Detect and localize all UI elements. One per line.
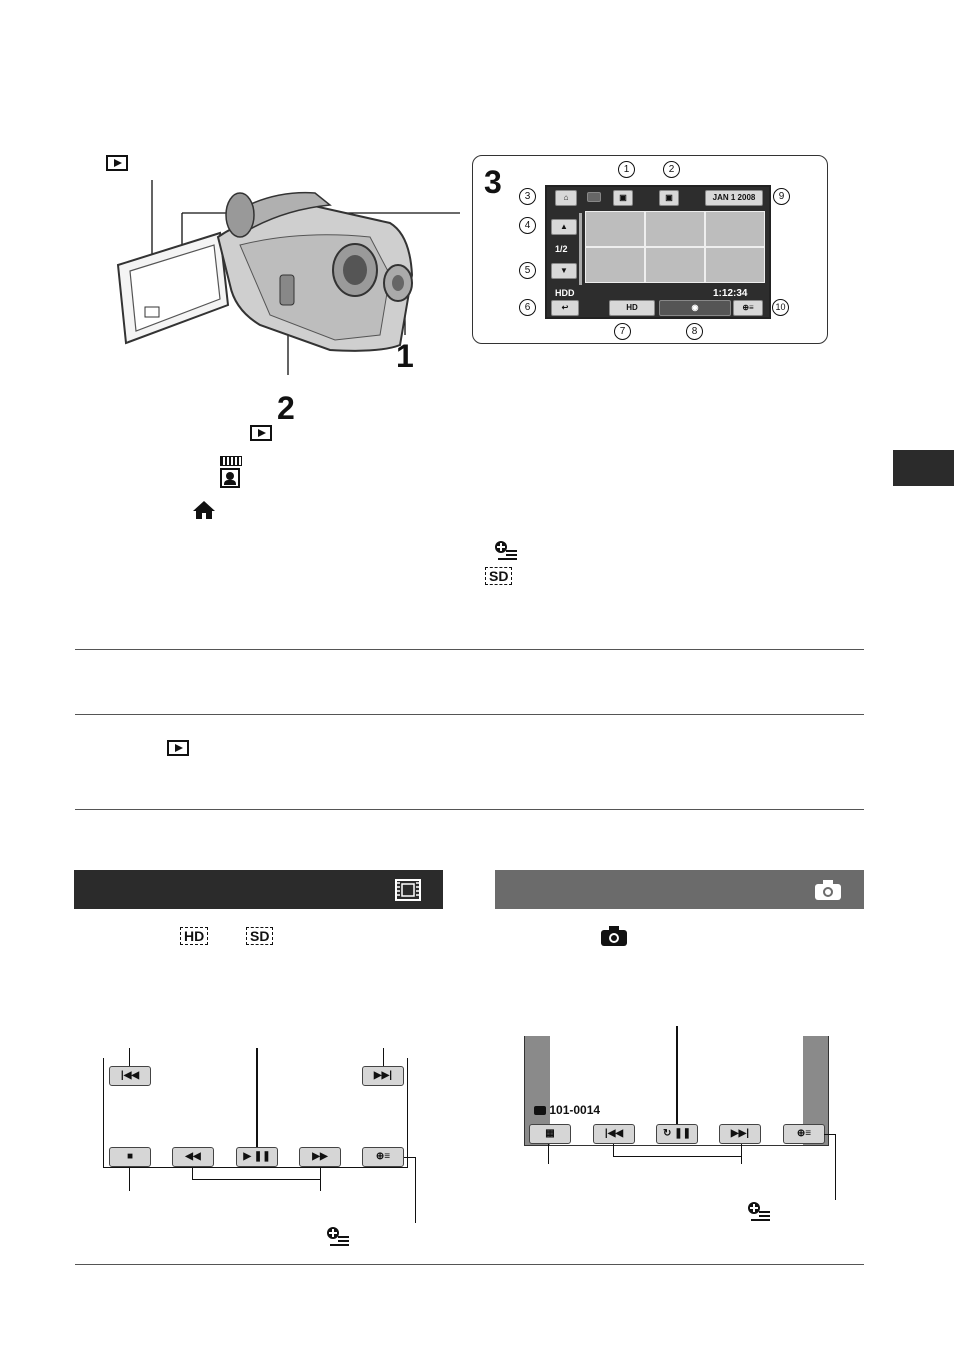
play-icon-inline-2 <box>250 425 272 446</box>
film-icon <box>395 879 421 901</box>
leader-line <box>256 1048 258 1148</box>
leader-line <box>129 1048 130 1066</box>
leader-line <box>741 1144 742 1164</box>
section-side-tab <box>893 450 954 486</box>
leader-line <box>129 1167 130 1191</box>
leader-line <box>192 1179 320 1180</box>
battery-icon <box>587 192 601 202</box>
thumbnail[interactable] <box>705 211 765 247</box>
storage-label: HDD <box>555 288 575 298</box>
leader-line <box>613 1156 742 1157</box>
page-down-button[interactable]: ▼ <box>551 263 577 279</box>
option-icon <box>494 540 518 565</box>
leader-line <box>407 1058 408 1168</box>
divider <box>75 809 864 810</box>
stop-button[interactable]: ■ <box>109 1147 151 1167</box>
callout-9: 9 <box>773 188 790 205</box>
film-portrait-icon <box>220 456 242 492</box>
option-icon <box>326 1226 350 1251</box>
home-icon <box>192 500 216 525</box>
step-3-label: 3 <box>484 164 502 200</box>
photo-file-label: 101-0014 <box>534 1103 600 1117</box>
callout-1: 1 <box>618 161 635 178</box>
time-display: 1:12:34 <box>713 288 748 299</box>
leader-line <box>103 1058 104 1168</box>
thumbnail[interactable] <box>705 247 765 283</box>
back-button[interactable]: ↩ <box>551 300 579 316</box>
movie-section-header <box>74 870 443 909</box>
play-icon <box>106 155 128 171</box>
play-icon <box>167 740 189 756</box>
callout-7: 7 <box>614 323 631 340</box>
play-icon-label-top <box>106 155 128 176</box>
portrait-tab-icon[interactable]: ▣ <box>659 190 679 206</box>
reverse-button[interactable]: ◀◀ <box>172 1147 214 1167</box>
previous-button[interactable]: |◀◀ <box>593 1124 635 1144</box>
date-display: JAN 1 2008 <box>705 190 763 206</box>
callout-5: 5 <box>519 262 536 279</box>
thumbnail[interactable] <box>645 211 705 247</box>
photo-tab[interactable]: ◉ <box>659 300 731 316</box>
callout-10: 10 <box>772 299 789 316</box>
next-button[interactable]: ▶▶| <box>719 1124 761 1144</box>
option-button[interactable]: ⊕≡ <box>783 1124 825 1144</box>
lcd-screen <box>545 185 771 319</box>
divider <box>75 1264 864 1265</box>
hd-badge: HD <box>180 927 208 946</box>
leader-line <box>613 1144 614 1156</box>
sd-badge: SD <box>485 567 512 586</box>
camera-icon <box>600 925 628 952</box>
callout-8: 8 <box>686 323 703 340</box>
step-2-label: 2 <box>277 390 295 426</box>
thumbnail[interactable] <box>645 247 705 283</box>
option-icon <box>747 1201 771 1226</box>
callout-6: 6 <box>519 299 536 316</box>
next-button[interactable]: ▶▶| <box>362 1066 404 1086</box>
photo-section-header <box>495 870 864 909</box>
camera-icon <box>534 1106 546 1115</box>
play-pause-button[interactable]: ▶ ❚❚ <box>236 1147 278 1167</box>
option-button[interactable]: ⊕≡ <box>362 1147 404 1167</box>
hd-tab[interactable]: HD <box>609 300 655 316</box>
film-tab-icon[interactable]: ▣ <box>613 190 633 206</box>
divider <box>75 714 864 715</box>
leader-line <box>548 1144 549 1164</box>
step-1-label: 1 <box>396 338 414 374</box>
divider <box>75 649 864 650</box>
index-button[interactable]: ▦ <box>529 1124 571 1144</box>
option-button[interactable]: ⊕≡ <box>733 300 763 316</box>
forward-button[interactable]: ▶▶ <box>299 1147 341 1167</box>
callout-3: 3 <box>519 188 536 205</box>
scrollbar[interactable] <box>579 213 582 285</box>
leader-line <box>320 1167 321 1191</box>
page-up-button[interactable]: ▲ <box>551 219 577 235</box>
leader-line <box>383 1048 384 1066</box>
thumbnail[interactable] <box>585 247 645 283</box>
slideshow-button[interactable]: ↻ ❚❚ <box>656 1124 698 1144</box>
leader-line <box>676 1026 678 1136</box>
callout-2: 2 <box>663 161 680 178</box>
leader-line <box>415 1157 416 1223</box>
home-button[interactable]: ⌂ <box>555 190 577 206</box>
thumbnail[interactable] <box>585 211 645 247</box>
leader-line <box>835 1134 836 1200</box>
sd-badge: SD <box>246 927 273 946</box>
play-icon-inline-3 <box>167 740 189 761</box>
page-indicator: 1/2 <box>555 244 568 254</box>
callout-4: 4 <box>519 217 536 234</box>
play-icon <box>250 425 272 441</box>
leader-line <box>192 1167 193 1179</box>
previous-button[interactable]: |◀◀ <box>109 1066 151 1086</box>
camera-icon <box>814 879 842 901</box>
leader-line <box>103 1167 408 1168</box>
